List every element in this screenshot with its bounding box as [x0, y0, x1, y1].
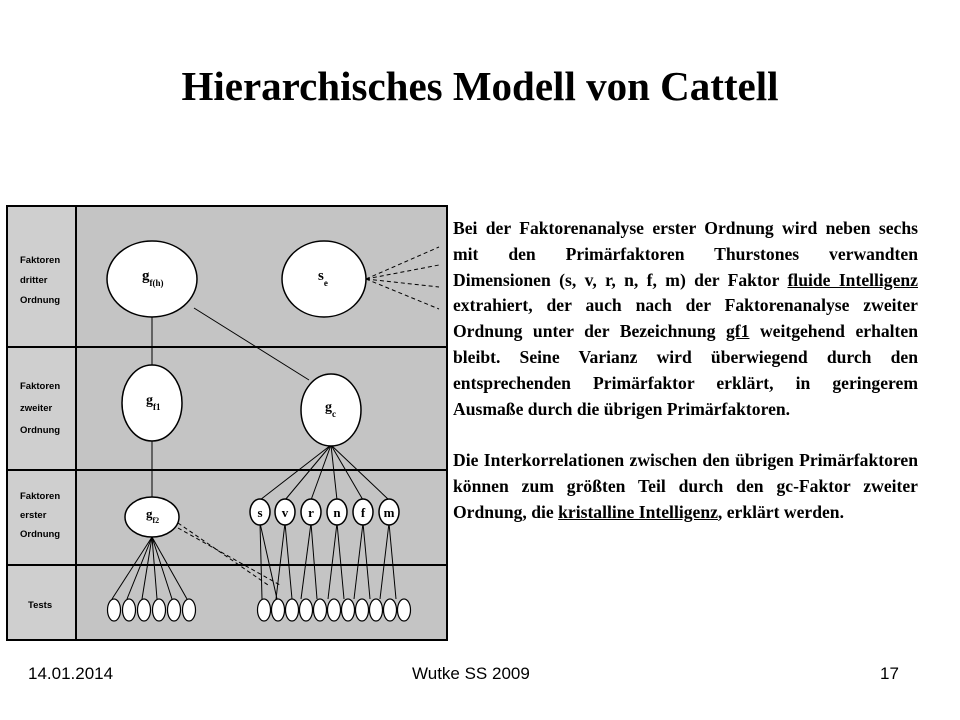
explanation-text	[453, 216, 918, 526]
test-node	[370, 599, 383, 621]
primary-label-r: r	[308, 505, 314, 520]
test-node	[258, 599, 271, 621]
test-node	[342, 599, 355, 621]
primary-label-v: v	[281, 505, 289, 520]
term-fluide-intelligenz: fluide Intelligenz	[787, 269, 918, 290]
test-node	[314, 599, 327, 621]
test-node	[138, 599, 151, 621]
term-gf1: gf1	[726, 321, 750, 342]
footer-course: Wutke SS 2009	[412, 664, 530, 683]
node-gfh-label: $g_{f(h)}$	[142, 268, 164, 288]
test-node	[123, 599, 136, 621]
primary-label-m: m	[383, 505, 395, 520]
test-node	[398, 599, 411, 621]
primary-label-n: n	[333, 505, 341, 520]
row-label-third-order: Faktoren dritter Ordnung	[20, 255, 61, 306]
node-se-label: $s_e$	[318, 268, 328, 288]
footer-date: 14.01.2014	[28, 664, 114, 683]
test-node	[384, 599, 397, 621]
test-node	[153, 599, 166, 621]
node-gf1-label: $g_{f1}$	[146, 393, 161, 412]
label-column	[6, 205, 76, 641]
test-node	[183, 599, 196, 621]
paragraph-crystalline: Die Interkorrelationen zwischen den übrigen Primärfaktoren können zum größten Teil durch den gc-Faktor zweiter Ordnung, die kristalline Intelligenz, erklärt werden.	[453, 450, 918, 522]
primary-label-f: f	[360, 505, 366, 520]
test-node	[328, 599, 341, 621]
slide-title: Hierarchisches Modell von Cattell	[181, 63, 779, 109]
row-label-first-order: Faktoren erster Ordnung	[20, 491, 61, 540]
node-gf2-label: $g_{f2}$	[146, 506, 160, 525]
paragraph-fluid: Bei der Faktorenanalyse erster Ordnung wird neben sechs mit den Primärfaktoren Thurstones verwandten Dimensionen (s, v, r, n, f, m) der Faktor fluide Intelligenz extrahiert, der auch nach der Faktorenanalyse zweiter Ordnung unter der Bezeichnung gf1 weitgehend erhalten bleibt. Seine Varianz wird überwiegend durch den entsprechenden Primärfaktor erklärt, in geringerem Ausmaße durch die übrigen Primärfaktoren.	[453, 218, 918, 419]
test-node	[300, 599, 313, 621]
test-node	[356, 599, 369, 621]
test-node	[168, 599, 181, 621]
test-node	[272, 599, 285, 621]
row-label-tests: Tests	[28, 600, 53, 611]
row-label-second-order: Faktoren zweiter Ordnung	[20, 381, 61, 436]
test-node	[108, 599, 121, 621]
test-node	[286, 599, 299, 621]
primary-label-s: s	[257, 505, 263, 520]
node-gc-label: $g_c$	[325, 400, 336, 419]
term-kristalline-intelligenz: kristalline Intelligenz	[558, 501, 718, 522]
footer-page-number: 17	[880, 664, 899, 683]
cattell-hierarchy-diagram	[6, 205, 448, 641]
